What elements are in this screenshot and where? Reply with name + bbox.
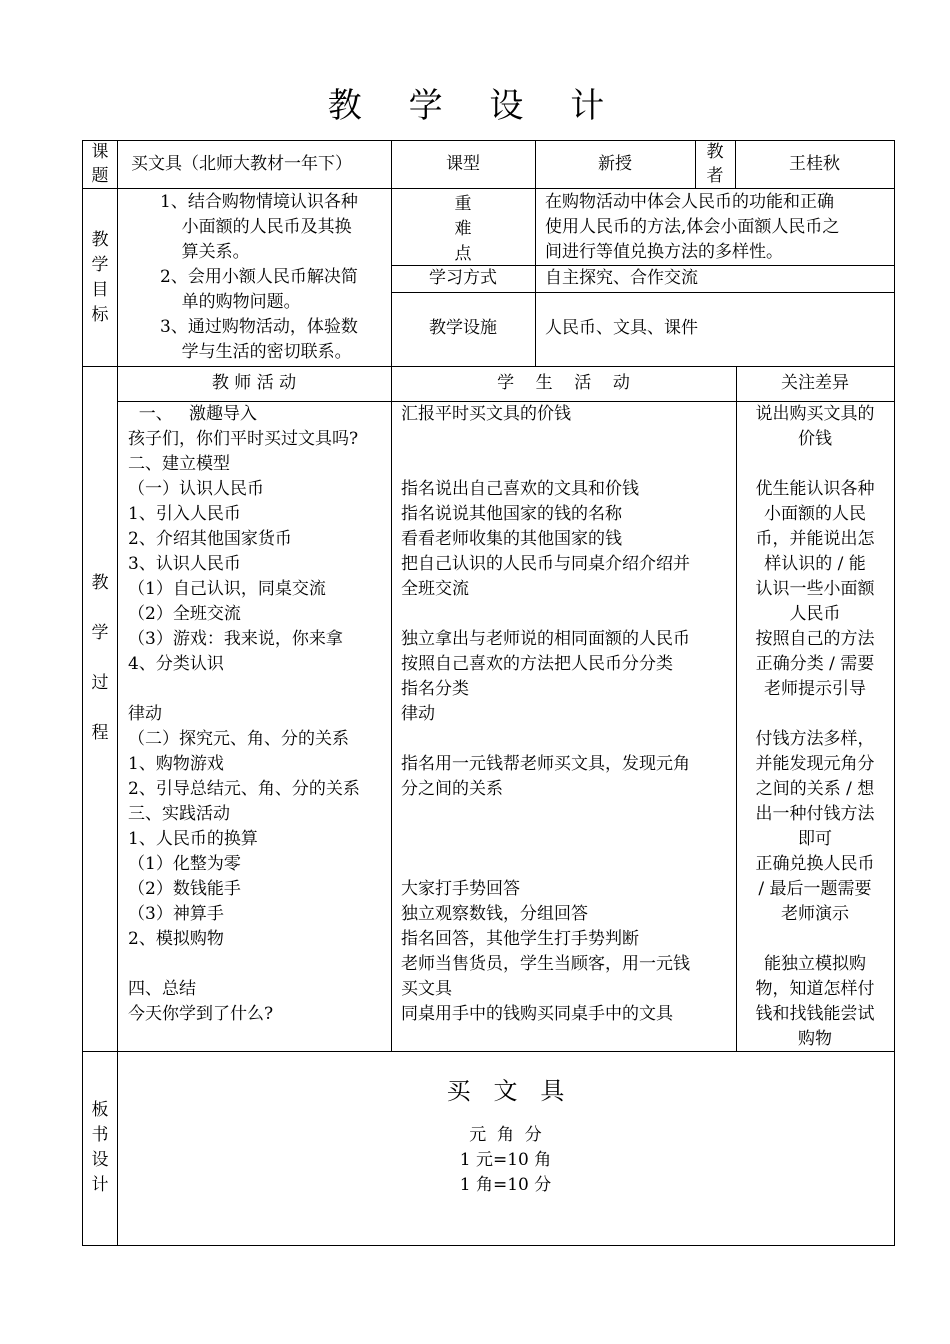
table-border: [82, 188, 895, 189]
topic-value: 买文具（北师大教材一年下）: [131, 154, 352, 174]
student-activity-text: 汇报平时买文具的价钱 指名说出自己喜欢的文具和价钱 指名说说其他国家的钱的名称 看看老师收集的其他国家的钱 把自己认识的人民币与同桌介绍介绍并 全班交流 独立拿出与老师说的相同面额的人民币 按照自己喜欢的方法把人民币分分类 指名分类 律动 指名用一元钱帮老师买文具，发现元角 分之间的关系 大家打手势回答 独立观察数钱，分组回答 指名回答，其他学生打手势判断 老师当售货员，学生当顾客，用一元钱 买文具 同桌用手中的钱购买同桌手中的文具: [401, 404, 690, 1024]
goal-item: 2、会用小额人民币解决简 单的购物问题。: [160, 267, 358, 312]
goals-label: 教 学 目 标: [91, 230, 109, 325]
learning-method-value: 自主探究、合作交流: [545, 268, 698, 288]
facility-label: 教学设施: [429, 318, 497, 338]
key-points-value: 在购物活动中体会人民币的功能和正确 使用人民币的方法,体会小面额人民币之 间进行等值兑换方法的多样性。: [545, 192, 840, 262]
board-heading: 买 文 具: [446, 1077, 565, 1105]
goal-item: 3、通过购物活动，体验数 学与生活的密切联系。: [160, 317, 358, 362]
type-label: 课型: [446, 154, 480, 174]
topic-label: 课 题: [91, 142, 109, 186]
col-student-activity: 学 生 活 动: [497, 373, 630, 393]
board-label: 板 书 设 计: [91, 1100, 109, 1195]
differences-text: 说出购买文具的 价钱 优生能认识各种 小面额的人民 币，并能说出怎 样认识的 / 能 认识一些小面额 人民币 按照自己的方法 正确分类 / 需要 老师提示引导 付钱方法多样， 并能发现元角分 之间的关系 / 想 出一种付钱方法 即可 正确兑换人民币 / 最后一题需要 老师演示 能独立模拟购 物，知道怎样付 钱和找钱能尝试 购物: [755, 404, 875, 1049]
teacher-activity-text: 一、 激趣导入 孩子们，你们平时买过文具吗? 二、建立模型 （一）认识人民币 1、引入人民币 2、介绍其他国家货币 3、认识人民币 （1）自己认识，同桌交流 （2）全班交流 （3）游戏：我来说，你来拿 4、分类认识 律动 （二）探究元、角、分的关系 1、购物游戏 2、引导总结元、角、分的关系 三、实践活动 1、人民币的换算 （1）化整为零 （2）数钱能手 （3）神算手 2、模拟购物 四、总结 今天你学到了什么?: [128, 404, 360, 1024]
teacher-label: 教 者: [706, 142, 724, 186]
type-value: 新授: [598, 154, 632, 174]
goal-item: 1、结合购物情境认识各种 小面额的人民币及其换 算关系。: [160, 192, 358, 262]
teacher-name: 王桂秋: [789, 154, 840, 174]
table-border: [82, 366, 895, 367]
col-differences: 关注差异: [781, 373, 849, 393]
table-border: [82, 1245, 895, 1246]
board-line: 1 元=10 角: [459, 1150, 552, 1170]
table-border: [391, 292, 895, 293]
process-label: 教 学 过 程: [91, 573, 109, 743]
table-border: [894, 140, 895, 1246]
table-border: [82, 140, 895, 141]
document-title: 教 学 设 计: [327, 86, 623, 126]
key-points-label: 重 难 点: [454, 194, 472, 264]
board-line: 1 角=10 分: [459, 1175, 552, 1195]
col-teacher-activity: 教 师 活 动: [211, 373, 297, 393]
board-line: 元 角 分: [469, 1125, 542, 1145]
learning-method-label: 学习方式: [429, 268, 497, 288]
facility-value: 人民币、文具、课件: [545, 318, 698, 338]
